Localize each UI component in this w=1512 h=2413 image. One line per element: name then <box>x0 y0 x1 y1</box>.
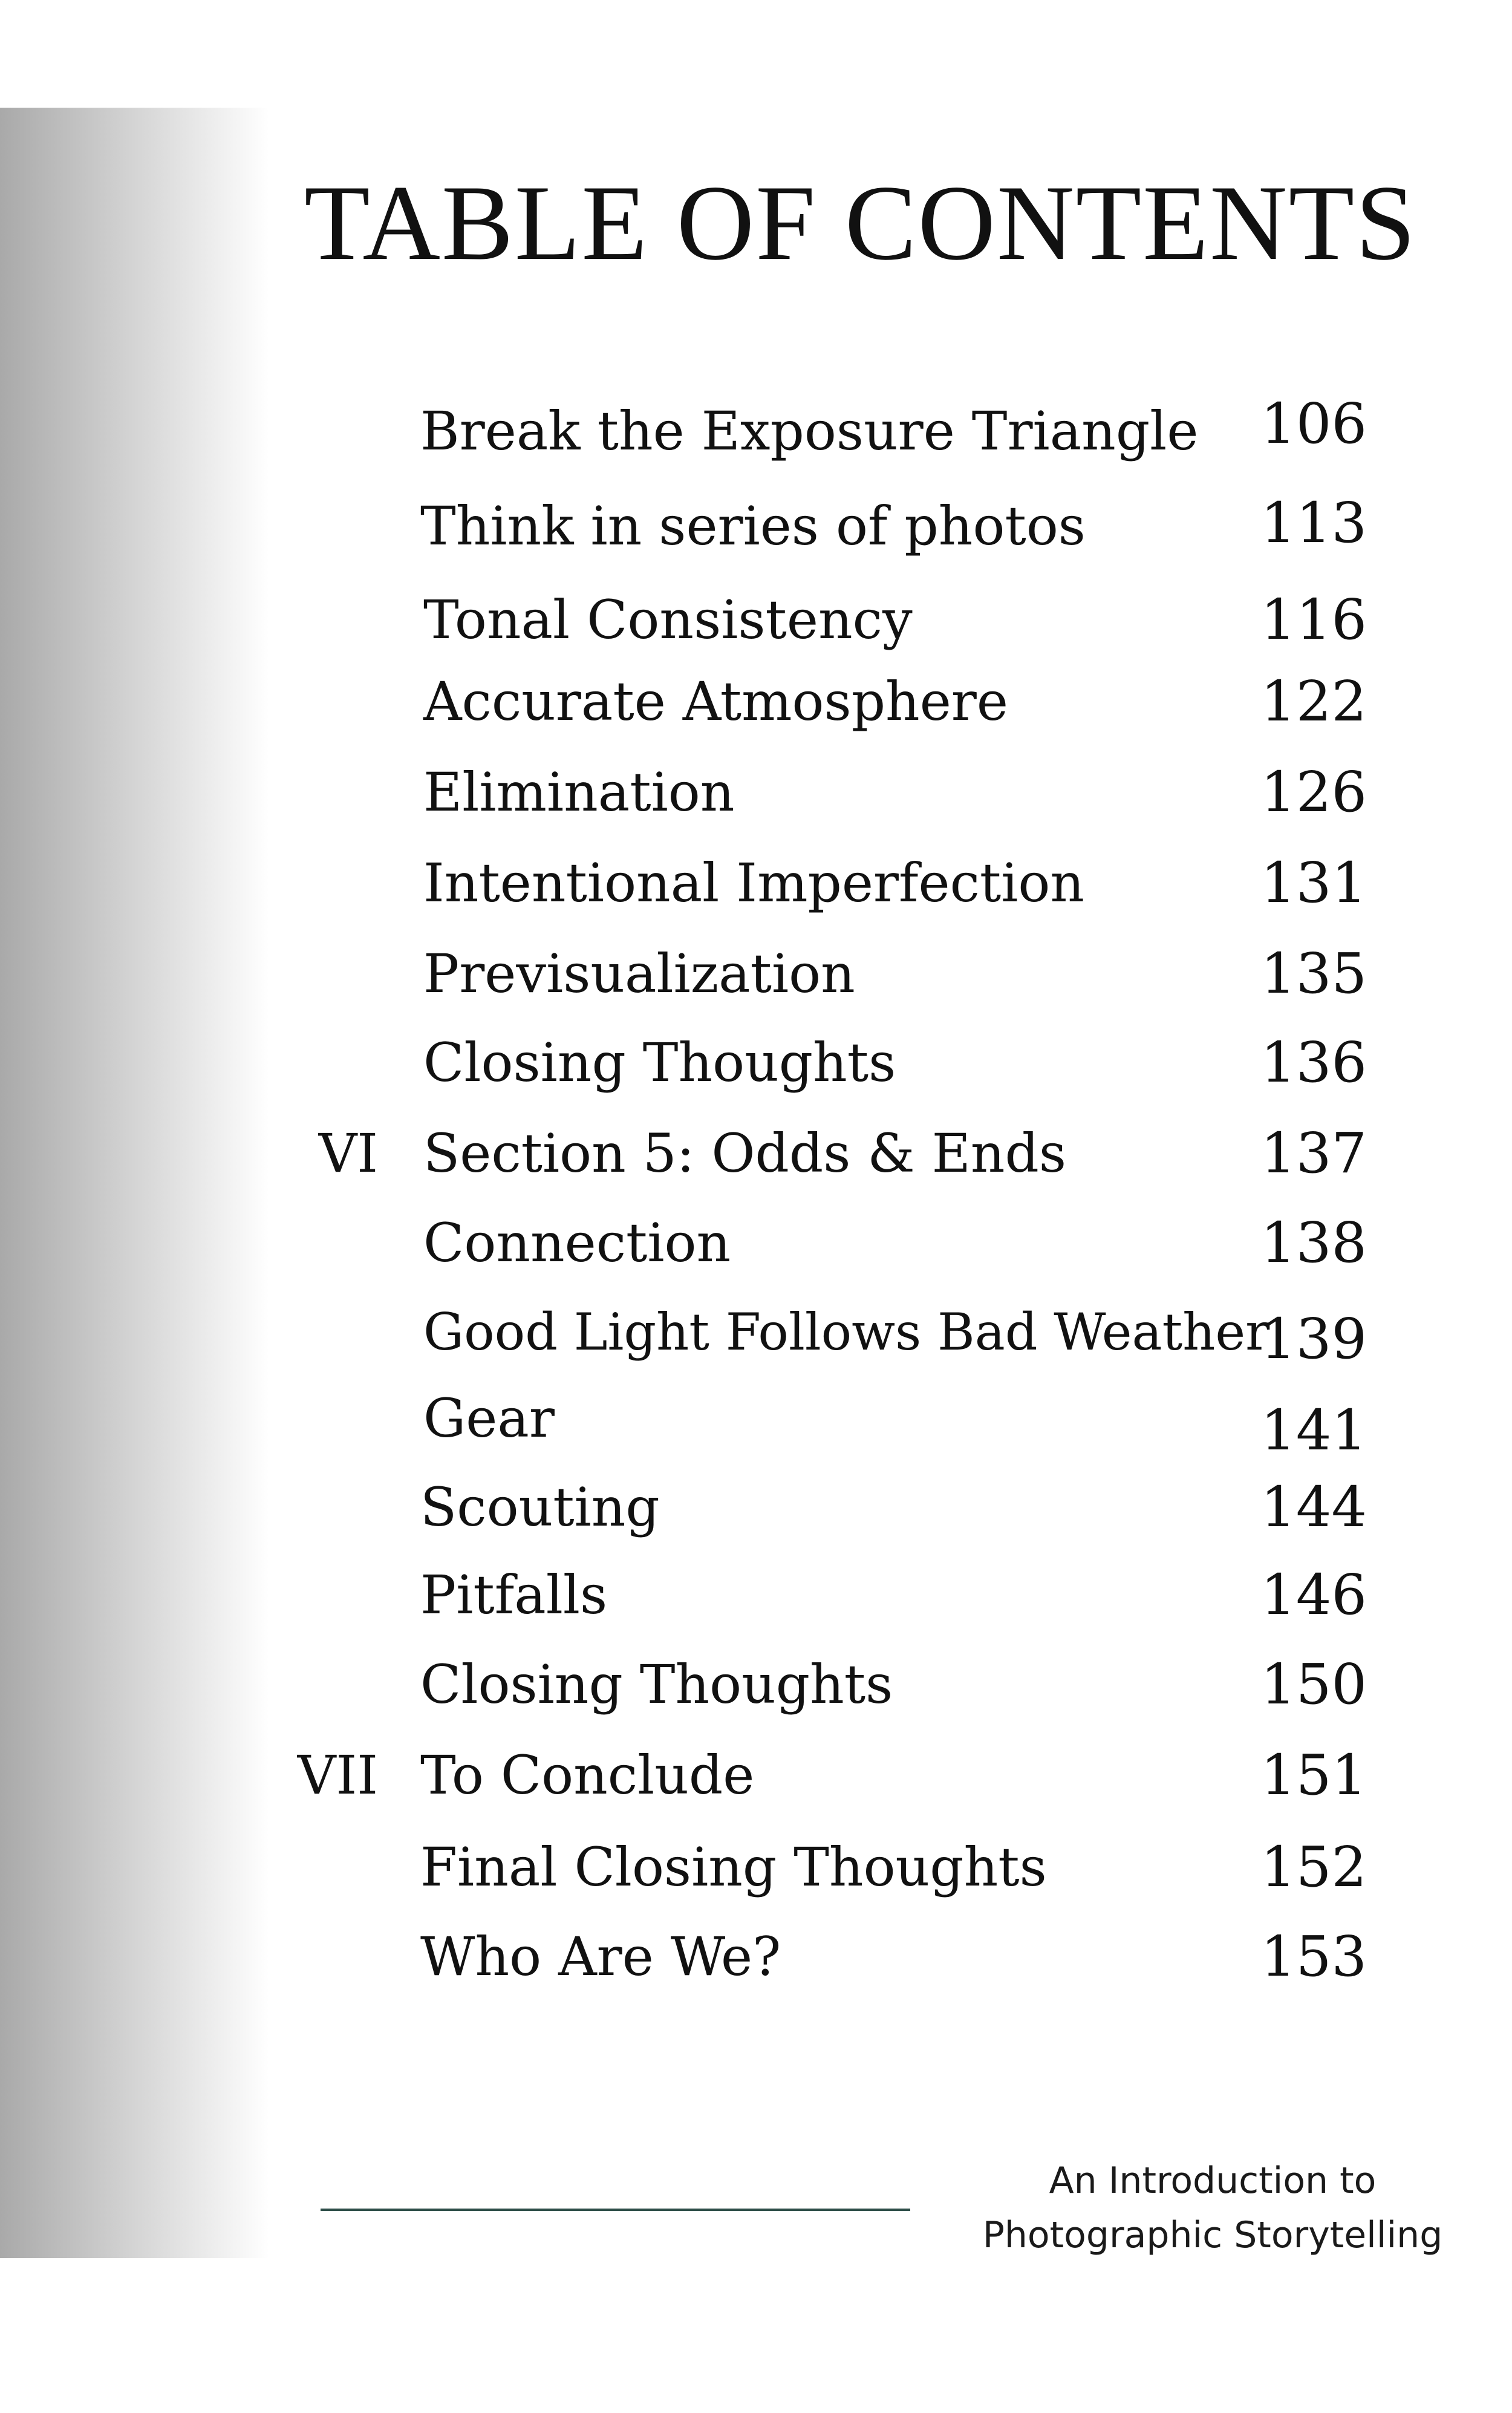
toc-entry-title[interactable]: Final Closing Thoughts <box>420 1836 1047 1898</box>
toc-entry-title[interactable]: Intentional Imperfection <box>423 852 1085 914</box>
footer-book-title-line-2: Photographic Storytelling <box>982 2214 1443 2256</box>
toc-entry-title[interactable]: Scouting <box>420 1476 660 1538</box>
toc-entry-page[interactable]: 122 <box>1260 669 1367 734</box>
toc-entry-title[interactable]: Pitfalls <box>420 1564 608 1626</box>
page-title: TABLE OF CONTENTS <box>304 163 1417 282</box>
toc-entry-page[interactable]: 136 <box>1260 1030 1367 1095</box>
toc-entry-title[interactable]: Closing Thoughts <box>423 1031 896 1094</box>
toc-entry-numeral: VII <box>297 1744 378 1806</box>
toc-entry-page[interactable]: 150 <box>1260 1652 1367 1717</box>
toc-entry-page[interactable]: 137 <box>1260 1121 1367 1186</box>
toc-entry-page[interactable]: 151 <box>1260 1743 1367 1807</box>
toc-entry-title[interactable]: Connection <box>423 1212 731 1274</box>
toc-entry-page[interactable]: 146 <box>1260 1562 1367 1627</box>
toc-entry-page[interactable]: 131 <box>1260 851 1367 915</box>
toc-entry-title[interactable]: Section 5: Odds & Ends <box>423 1122 1067 1184</box>
toc-entry-page[interactable]: 116 <box>1260 587 1367 652</box>
toc-entry-page[interactable]: 106 <box>1260 391 1367 456</box>
toc-entry-page[interactable]: 153 <box>1260 1924 1367 1989</box>
toc-entry-title[interactable]: To Conclude <box>420 1744 755 1806</box>
toc-entry-page[interactable]: 141 <box>1260 1398 1367 1463</box>
toc-entry-page[interactable]: 152 <box>1260 1835 1367 1899</box>
toc-entry-title[interactable]: Previsualization <box>423 942 855 1005</box>
footer-book-title-line-1: An Introduction to <box>1049 2160 1377 2202</box>
toc-entry-title[interactable]: Elimination <box>423 761 735 823</box>
toc-entry-page[interactable]: 113 <box>1260 491 1367 555</box>
toc-entry-page[interactable]: 138 <box>1260 1210 1367 1275</box>
toc-entry-title[interactable]: Think in series of photos <box>420 495 1086 557</box>
toc-entry-numeral: VI <box>318 1122 378 1184</box>
toc-entry-page[interactable]: 135 <box>1260 941 1367 1006</box>
toc-entry-page[interactable]: 126 <box>1260 760 1367 824</box>
toc-entry-page[interactable]: 144 <box>1260 1475 1367 1540</box>
toc-entry-title[interactable]: Accurate Atmosphere <box>423 670 1008 733</box>
toc-entry-title[interactable]: Tonal Consistency <box>423 589 913 651</box>
footer-book-title <box>956 2153 1470 2262</box>
footer-divider <box>321 2209 910 2211</box>
toc-entry-title[interactable]: Good Light Follows Bad Weather <box>423 1302 1270 1362</box>
toc-entry-title[interactable]: Gear <box>423 1387 555 1449</box>
side-gradient-band <box>0 108 269 2258</box>
toc-entry-page[interactable]: 139 <box>1260 1307 1367 1371</box>
toc-entry-title[interactable]: Closing Thoughts <box>420 1653 893 1716</box>
toc-entry-title[interactable]: Who Are We? <box>420 1925 781 1988</box>
toc-entry-title[interactable]: Break the Exposure Triangle <box>420 400 1199 462</box>
